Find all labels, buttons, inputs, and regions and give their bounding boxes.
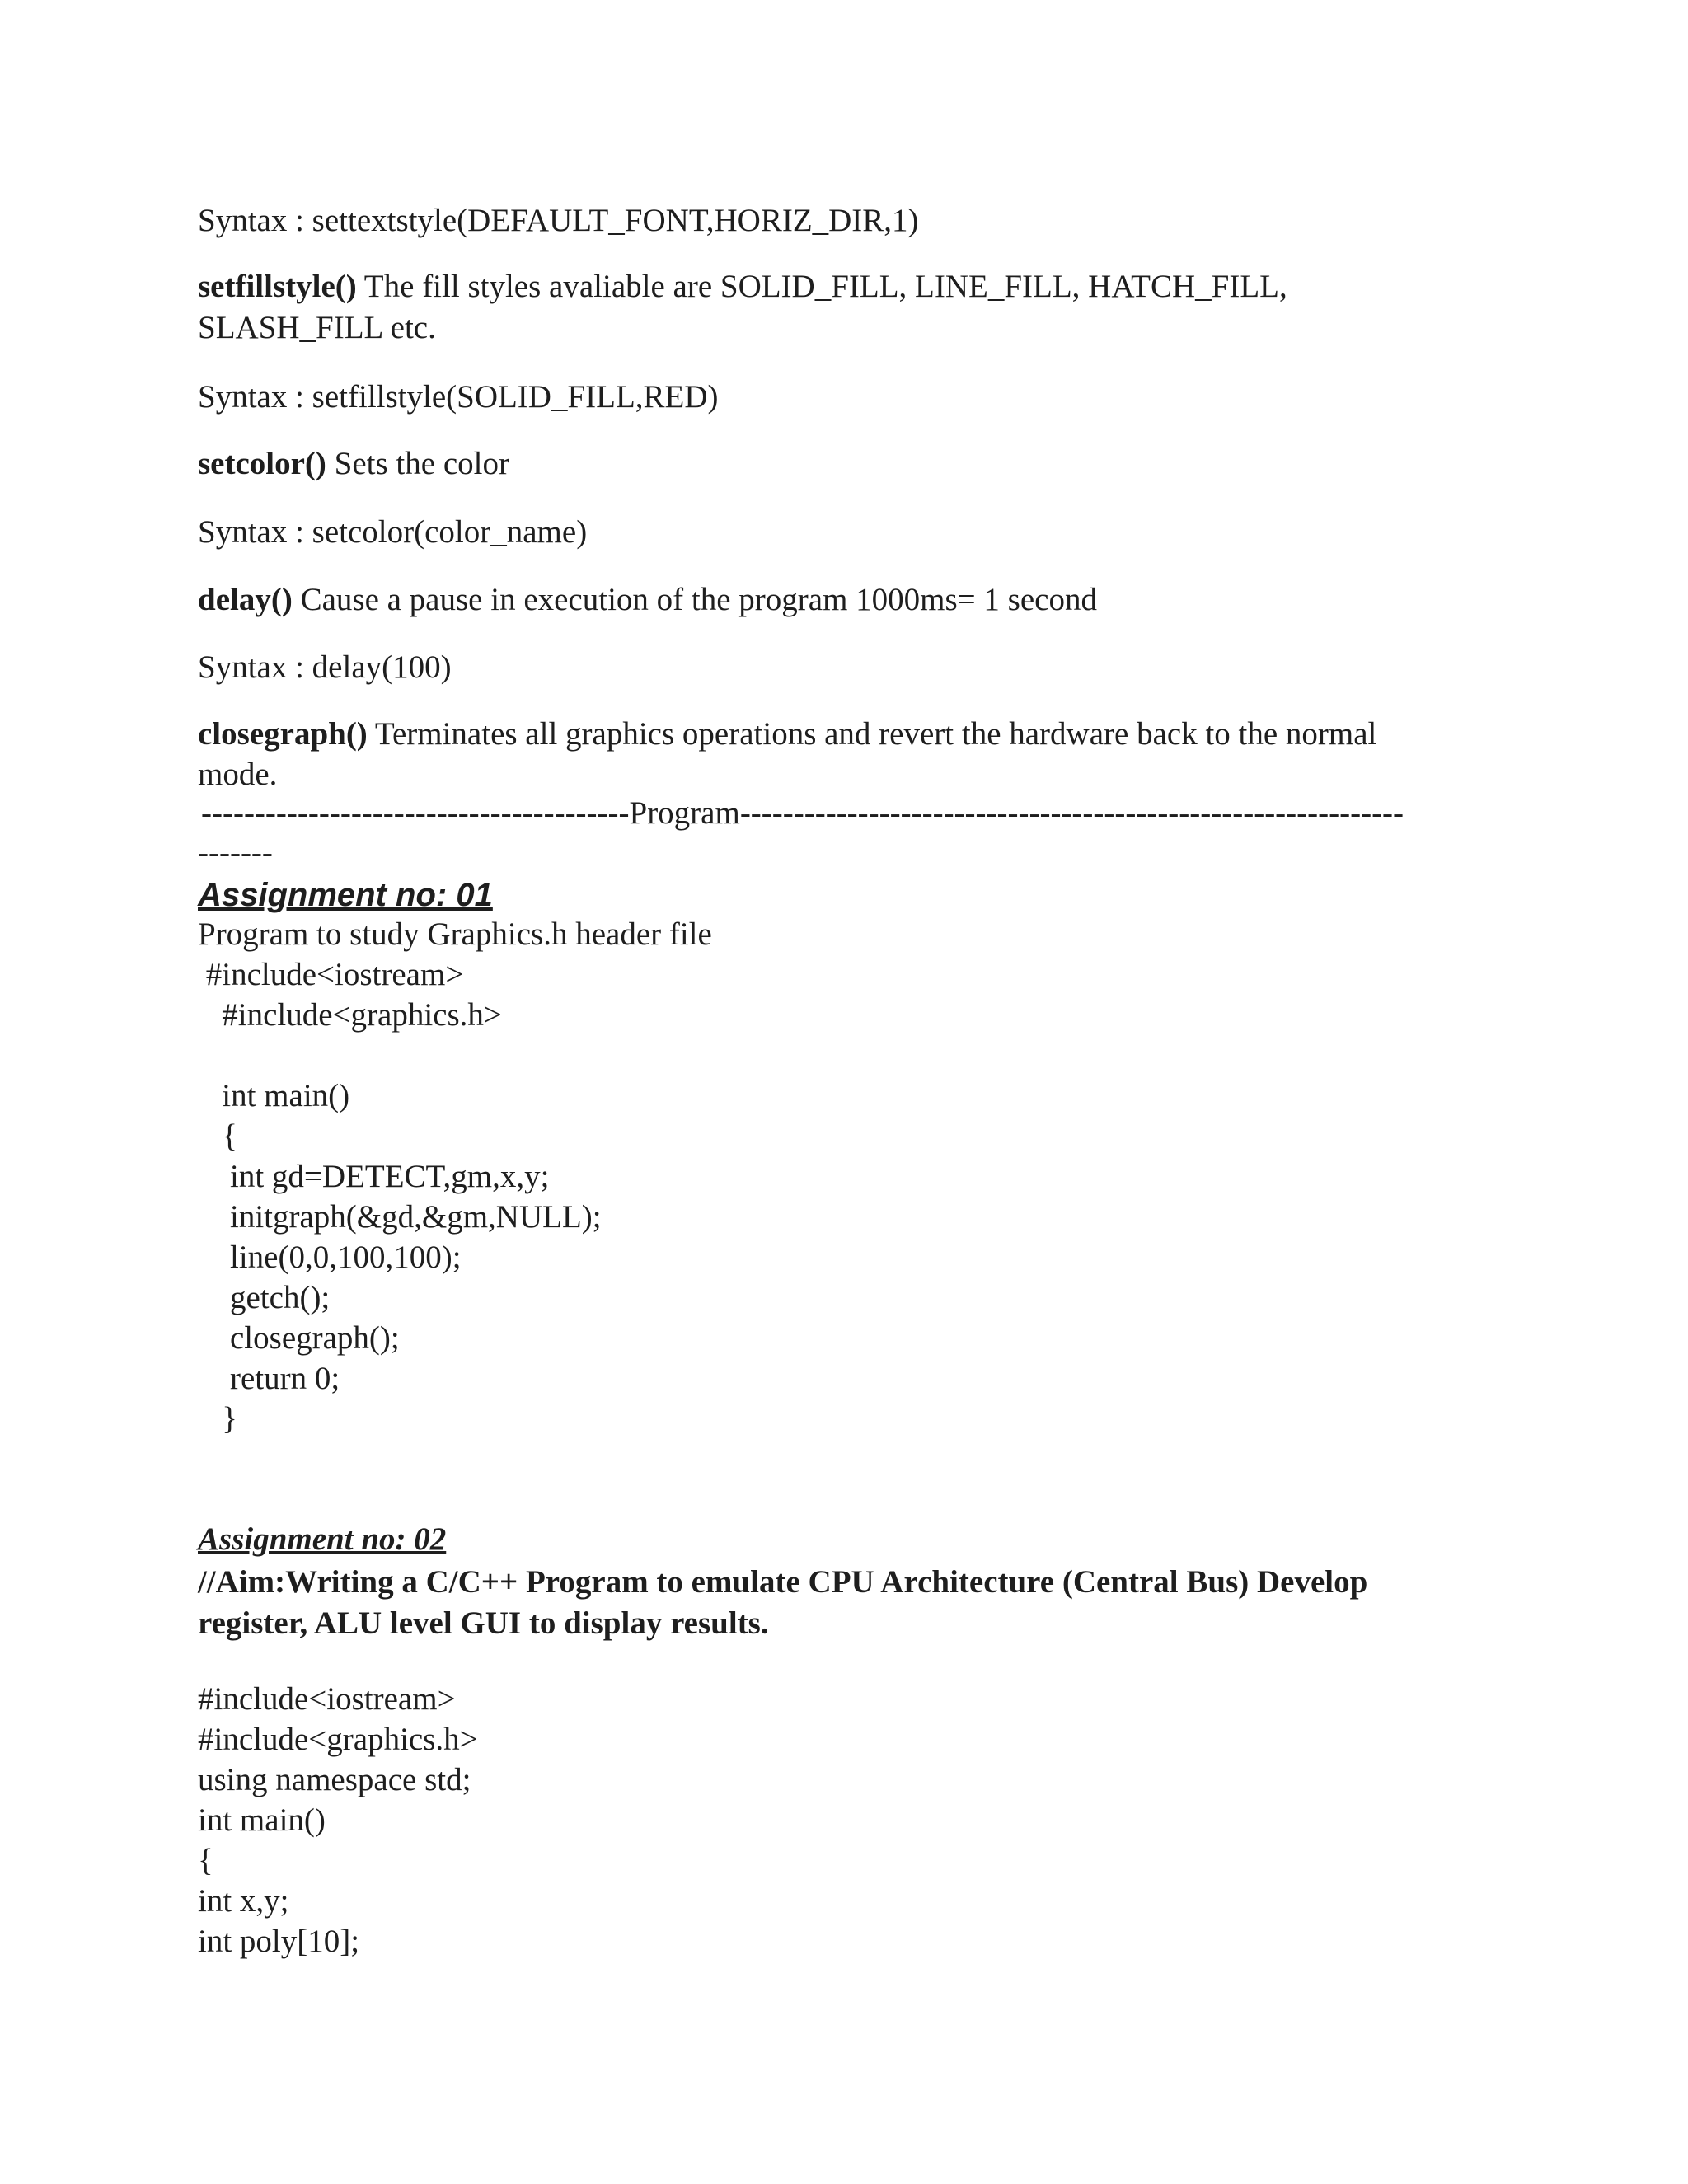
code-line: line(0,0,100,100); bbox=[198, 1240, 462, 1275]
delay-name: delay() bbox=[198, 582, 293, 617]
setcolor-description bbox=[198, 448, 509, 480]
code-line: } bbox=[198, 1401, 237, 1436]
code-line: int gd=DETECT,gm,x,y; bbox=[198, 1159, 550, 1194]
closegraph-desc-line1: Terminates all graphics operations and revert the hardware back to the normal bbox=[367, 716, 1377, 752]
assignment2-aim-line2: register, ALU level GUI to display results. bbox=[198, 1605, 769, 1641]
code-line: #include<graphics.h> bbox=[198, 1722, 478, 1757]
assignment1-heading: Assignment no: 01 bbox=[198, 877, 493, 913]
setcolor-syntax: Syntax : setcolor(color_name) bbox=[198, 514, 588, 550]
code-line: #include<iostream> bbox=[198, 957, 464, 992]
program-divider bbox=[201, 797, 1404, 829]
divider-left: ---------------------------------------- bbox=[201, 795, 630, 831]
code-line: { bbox=[198, 1118, 237, 1154]
code-line: getch(); bbox=[198, 1280, 331, 1315]
divider-tail: ------- bbox=[198, 835, 273, 870]
code-line: { bbox=[198, 1843, 213, 1878]
delay-syntax: Syntax : delay(100) bbox=[198, 649, 452, 685]
code-line: int main() bbox=[198, 1078, 350, 1113]
setfillstyle-desc-line1: The fill styles avaliable are SOLID_FILL, LINE_FILL, HATCH_FILL, bbox=[356, 269, 1287, 304]
code-line: return 0; bbox=[198, 1361, 340, 1396]
code-line: int main() bbox=[198, 1802, 326, 1838]
delay-description bbox=[198, 583, 1097, 616]
code-line: int x,y; bbox=[198, 1883, 289, 1919]
closegraph-description bbox=[198, 718, 1376, 750]
setfillstyle-name: setfillstyle() bbox=[198, 269, 357, 304]
setfillstyle-desc-line2: SLASH_FILL etc. bbox=[198, 310, 436, 345]
code-line: #include<graphics.h> bbox=[198, 997, 502, 1033]
code-line: closegraph(); bbox=[198, 1320, 400, 1356]
closegraph-desc-line2: mode. bbox=[198, 757, 278, 792]
code-line: #include<iostream> bbox=[198, 1681, 456, 1717]
divider-label: Program bbox=[629, 795, 740, 831]
closegraph-name: closegraph() bbox=[198, 716, 368, 752]
code-line: initgraph(&gd,&gm,NULL); bbox=[198, 1199, 602, 1235]
code-line: using namespace std; bbox=[198, 1762, 471, 1797]
assignment1-title: Program to study Graphics.h header file bbox=[198, 916, 712, 952]
divider-right: -------------------------------------------------------------- bbox=[739, 795, 1404, 831]
settextstyle-syntax: Syntax : settextstyle(DEFAULT_FONT,HORIZ_DIR,1) bbox=[198, 203, 919, 238]
setfillstyle-description bbox=[198, 270, 1287, 302]
setfillstyle-syntax: Syntax : setfillstyle(SOLID_FILL,RED) bbox=[198, 379, 719, 415]
setcolor-desc: Sets the color bbox=[326, 446, 509, 481]
delay-desc: Cause a pause in execution of the program 1000ms= 1 second bbox=[292, 582, 1097, 617]
assignment2-heading: Assignment no: 02 bbox=[198, 1521, 447, 1557]
assignment2-aim-line1: //Aim:Writing a C/C++ Program to emulate CPU Architecture (Central Bus) Develop bbox=[198, 1564, 1368, 1600]
code-line: int poly[10]; bbox=[198, 1924, 360, 1959]
setcolor-name: setcolor() bbox=[198, 446, 326, 481]
